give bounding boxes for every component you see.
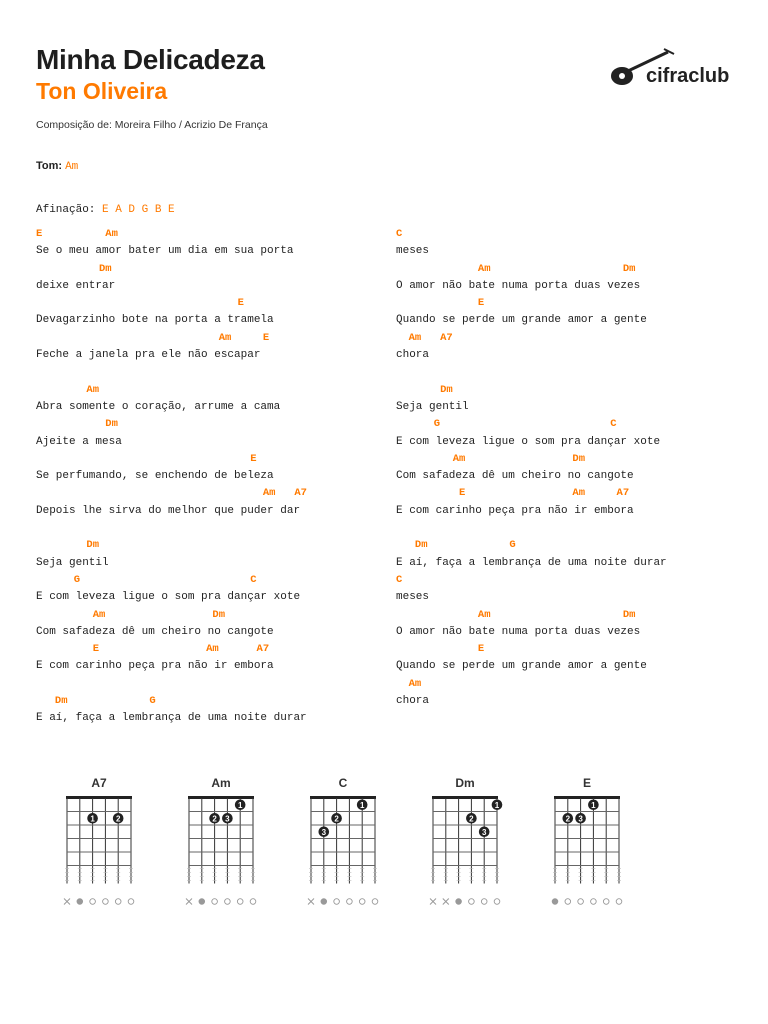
finger-number: 2 xyxy=(565,814,571,824)
lyric-line: E com leveza ligue o som pra dançar xote xyxy=(36,591,301,604)
chord-line[interactable]: Dm xyxy=(36,418,118,431)
chord-line[interactable]: Dm xyxy=(36,539,100,552)
open-string-icon xyxy=(115,899,121,905)
lyric-line: meses xyxy=(396,591,430,604)
open-string-icon xyxy=(90,899,96,905)
open-string-icon xyxy=(237,899,243,905)
cifraclub-logo[interactable] xyxy=(608,46,730,94)
blank-line xyxy=(396,364,667,381)
finger-number: 3 xyxy=(481,827,487,837)
blank-line xyxy=(36,676,307,693)
finger-number: 3 xyxy=(225,814,230,824)
lyric-line: Devagarzinho bote na porta a tramela xyxy=(36,314,274,327)
chord-line[interactable]: C xyxy=(396,573,403,586)
chord-line[interactable]: G C xyxy=(396,418,617,431)
lyric-line: O amor não bate numa porta duas vezes xyxy=(396,625,641,638)
key-label: Tom: xyxy=(36,160,63,172)
chord-diagram-am[interactable] xyxy=(186,776,256,905)
root-string-icon xyxy=(321,899,327,905)
chord-line[interactable]: Dm xyxy=(396,383,453,396)
lyric-line: Abra somente o coração, arrume a cama xyxy=(36,400,281,413)
lyric-line: Feche a janela pra ele não escapar xyxy=(36,349,261,362)
lyric-line: Se o meu amor bater um dia em sua porta xyxy=(36,245,294,258)
chord-line[interactable]: E Am xyxy=(36,228,118,240)
chord-diagram-c[interactable] xyxy=(308,776,378,905)
lyric-line: Seja gentil xyxy=(36,556,109,569)
open-string-icon xyxy=(481,899,487,905)
artist-name[interactable]: Ton Oliveira xyxy=(36,78,168,104)
open-string-icon xyxy=(603,899,609,905)
lyric-line: Quando se perde um grande amor a gente xyxy=(396,314,647,327)
open-string-icon xyxy=(212,899,218,905)
nut xyxy=(188,796,254,799)
chord-line[interactable]: Dm xyxy=(36,262,112,275)
lyric-line: E com carinho peça pra não ir embora xyxy=(396,504,634,517)
open-string-icon xyxy=(128,899,134,905)
chord-diagrams xyxy=(0,775,768,895)
chord-line[interactable]: Dm G xyxy=(36,695,156,708)
finger-number: 1 xyxy=(494,800,500,810)
key-value[interactable]: Am xyxy=(65,161,79,173)
nut xyxy=(432,796,498,799)
open-string-icon xyxy=(250,899,256,905)
finger-number: 1 xyxy=(90,814,95,824)
chord-diagram-name: C xyxy=(338,776,348,790)
tuning-label: Afinação: xyxy=(36,204,96,216)
lyric-line: Depois lhe sirva do melhor que puder dar xyxy=(36,504,301,517)
open-string-icon xyxy=(225,899,231,905)
chord-diagram-name: E xyxy=(582,776,592,790)
chord-line[interactable]: E xyxy=(36,452,257,465)
chord-diagram-name: Dm xyxy=(455,776,475,790)
finger-number: 3 xyxy=(578,814,583,824)
lyric-line: Seja gentil xyxy=(396,400,469,413)
finger-number: 1 xyxy=(237,800,243,810)
lyric-line: chora xyxy=(396,349,430,362)
chord-line[interactable]: Am Dm xyxy=(396,608,636,621)
chord-diagram-e[interactable] xyxy=(552,776,622,904)
chord-line[interactable]: G C xyxy=(36,573,257,586)
blank-line xyxy=(36,520,307,537)
chord-line[interactable]: Am Dm xyxy=(396,452,586,465)
chord-diagram-dm[interactable] xyxy=(430,776,502,905)
nut xyxy=(310,796,376,799)
open-string-icon xyxy=(334,899,340,905)
chord-line[interactable]: E xyxy=(36,297,244,310)
lyric-line: deixe entrar xyxy=(36,279,116,292)
chord-line[interactable]: C xyxy=(396,228,403,240)
lyric-line: E com leveza ligue o som pra dançar xote xyxy=(396,435,661,448)
chord-line[interactable]: Am Dm xyxy=(36,608,226,621)
lyrics-column-right xyxy=(396,226,667,710)
finger-number: 1 xyxy=(359,800,365,810)
lyric-line: Com safadeza dê um cheiro no cangote xyxy=(396,470,634,483)
lyric-line: E com carinho peça pra não ir embora xyxy=(36,660,274,673)
lyrics-column-left xyxy=(36,226,307,728)
nut xyxy=(554,796,620,799)
nut xyxy=(66,796,132,799)
open-string-icon xyxy=(565,899,571,905)
lyric-line: Ajeite a mesa xyxy=(36,435,122,448)
key-info xyxy=(36,160,78,173)
lyric-line: E aí, faça a lembrança de uma noite durar xyxy=(396,556,667,569)
lyric-line: O amor não bate numa porta duas vezes xyxy=(396,279,641,292)
finger-number: 2 xyxy=(115,814,121,824)
chord-diagram-name: A7 xyxy=(91,776,107,790)
finger-number: 2 xyxy=(334,814,339,824)
chord-line[interactable]: Am A7 xyxy=(36,487,307,500)
chord-diagram-name: Am xyxy=(211,776,231,790)
chord-line[interactable]: E xyxy=(396,297,485,310)
finger-number: 2 xyxy=(469,814,474,824)
open-string-icon xyxy=(578,899,584,905)
open-string-icon xyxy=(616,899,622,905)
open-string-icon xyxy=(347,899,353,905)
blank-line xyxy=(396,520,667,537)
chord-diagram-a7[interactable] xyxy=(64,776,134,905)
open-string-icon xyxy=(494,899,500,905)
open-string-icon xyxy=(359,899,365,905)
tuning-value: E A D G B E xyxy=(102,204,175,216)
chord-line[interactable]: E xyxy=(396,643,485,656)
lyric-line: Com safadeza dê um cheiro no cangote xyxy=(36,625,274,638)
lyric-line: meses xyxy=(396,245,430,258)
open-string-icon xyxy=(372,899,378,905)
chord-line[interactable]: Am xyxy=(396,677,422,690)
lyric-line: Quando se perde um grande amor a gente xyxy=(396,660,647,673)
finger-number: 3 xyxy=(321,827,327,837)
composition-credit: Composição de: Moreira Filho / Acrizio De França xyxy=(36,119,268,131)
chord-line[interactable]: Am E xyxy=(36,331,270,344)
open-string-icon xyxy=(103,899,109,905)
chord-line[interactable]: Am Dm xyxy=(396,262,636,275)
chord-line[interactable]: E Am A7 xyxy=(36,643,270,656)
tuning-info xyxy=(36,204,175,216)
lyric-line: Se perfumando, se enchendo de beleza xyxy=(36,470,274,483)
blank-line xyxy=(36,364,307,381)
chord-line[interactable]: Dm G xyxy=(396,539,516,552)
lyric-line: E aí, faça a lembrança de uma noite durar xyxy=(36,712,307,725)
root-string-icon xyxy=(199,899,205,905)
chord-line[interactable]: Am xyxy=(36,383,100,396)
open-string-icon xyxy=(469,899,475,905)
lyric-line: chora xyxy=(396,695,430,708)
song-title: Minha Delicadeza xyxy=(36,44,265,75)
chord-line[interactable]: E Am A7 xyxy=(396,487,630,500)
open-string-icon xyxy=(591,899,597,905)
root-string-icon xyxy=(552,899,558,905)
logo-text: cifraclub xyxy=(646,65,730,87)
root-string-icon xyxy=(456,899,462,905)
chord-line[interactable]: Am A7 xyxy=(396,331,453,344)
finger-number: 1 xyxy=(591,800,596,810)
root-string-icon xyxy=(77,899,83,905)
finger-number: 2 xyxy=(212,814,217,824)
